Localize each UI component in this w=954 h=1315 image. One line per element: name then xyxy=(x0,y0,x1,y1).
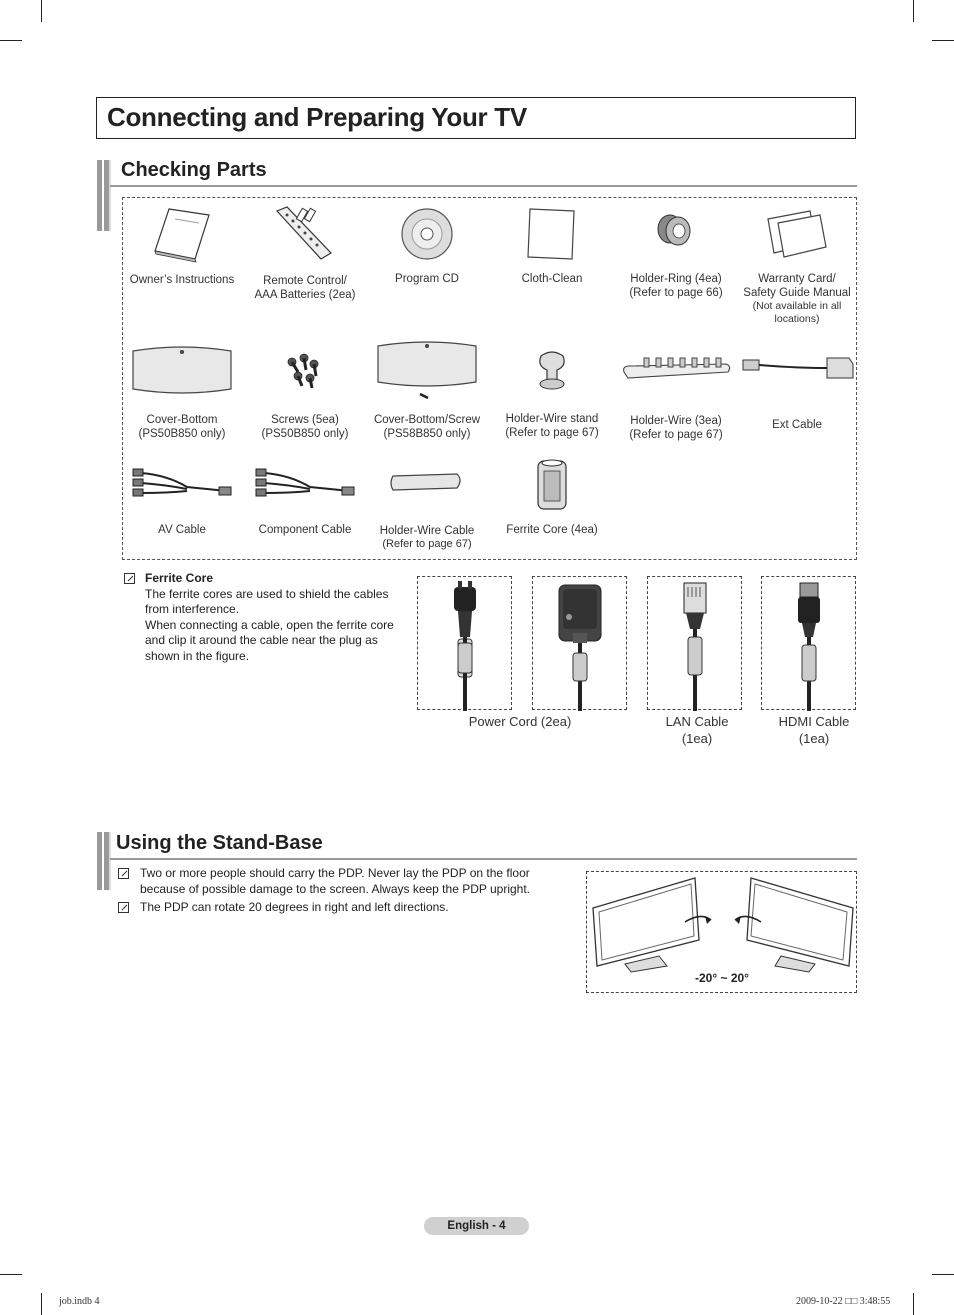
cd-icon xyxy=(397,205,457,263)
part-sub-label: AAA Batteries (2ea) xyxy=(254,289,356,301)
part-sub-label: (Refer to page 67) xyxy=(382,538,472,550)
section-bar xyxy=(97,832,111,890)
ferrite-note-line: When connecting a cable, open the ferrite core xyxy=(145,617,394,632)
holder-ring-icon xyxy=(646,205,706,263)
ferrite-note-line: and clip it around the cable near the plug as xyxy=(145,633,378,647)
part-sub-label: (PS58B850 only) xyxy=(383,428,471,440)
hdmi-plug-icon xyxy=(762,577,857,711)
part-holder-wire-cable xyxy=(365,468,489,551)
stand-rotation-figure xyxy=(586,871,857,993)
holder-wire-icon xyxy=(618,354,734,384)
cover-bottom-icon xyxy=(127,345,237,397)
note-icon xyxy=(118,868,129,879)
ext-cable-icon xyxy=(737,352,857,386)
part-label: Screws (5ea) xyxy=(271,414,339,426)
caption-line: (1ea) xyxy=(681,731,713,746)
part-label: AV Cable xyxy=(158,524,206,536)
screws-icon xyxy=(280,350,330,390)
part-holder-ring xyxy=(614,205,738,300)
crop-mark xyxy=(0,40,22,41)
crop-mark xyxy=(913,0,914,22)
page-number-badge: English - 4 xyxy=(424,1217,529,1235)
caption-line: LAN Cable xyxy=(665,714,729,729)
section-bar xyxy=(97,160,111,231)
ferrite-note xyxy=(145,571,405,664)
part-av-cable xyxy=(120,463,244,537)
part-label: Remote Control/ xyxy=(263,275,347,287)
crop-mark xyxy=(932,40,954,41)
part-program-cd xyxy=(365,205,489,286)
ferrite-note-line: The ferrite cores are used to shield the cables xyxy=(145,586,389,601)
part-label: Owner’s Instructions xyxy=(129,274,235,286)
part-owners-instructions xyxy=(120,205,244,287)
part-label: Holder-Wire (3ea) xyxy=(630,415,722,427)
crop-mark xyxy=(932,1274,954,1275)
part-cloth-clean xyxy=(490,205,614,286)
part-ferrite-core xyxy=(490,457,614,537)
part-label: Cover-Bottom xyxy=(146,414,218,426)
part-label: Holder-Ring (4ea) xyxy=(630,273,722,285)
ferrite-core-icon xyxy=(532,457,572,513)
part-label: Holder-Wire Cable xyxy=(379,525,475,537)
part-cover-bottom-screw xyxy=(365,340,489,441)
remote-icon xyxy=(265,203,345,263)
part-label: Component Cable xyxy=(258,524,352,536)
manual-icon xyxy=(147,205,217,263)
part-sub-label: (PS50B850 only) xyxy=(261,428,349,440)
rotation-label: -20° ~ 20° xyxy=(695,971,749,985)
print-file-name: job.indb 4 xyxy=(59,1296,100,1307)
holder-wire-stand-icon xyxy=(527,348,577,392)
part-sub-label: (Refer to page 67) xyxy=(629,429,723,441)
part-sub-label: (Not available in all xyxy=(752,300,842,312)
part-sub-label: Safety Guide Manual xyxy=(743,287,851,299)
ferrite-note-title: Ferrite Core xyxy=(145,571,214,585)
caption-hdmi-cable xyxy=(762,713,866,747)
ferrite-figure-lan xyxy=(647,576,742,710)
caption-line: HDMI Cable xyxy=(778,714,850,729)
section-title-stand-base: Using the Stand-Base xyxy=(116,832,323,854)
crop-mark xyxy=(41,1293,42,1315)
section-rule xyxy=(110,185,857,187)
stand-note-1 xyxy=(140,866,580,897)
cover-bottom-screw-icon xyxy=(372,340,482,400)
cloth-icon xyxy=(522,205,582,263)
ferrite-figure-power-cord-2 xyxy=(532,576,627,710)
stand-note-line: because of possible damage to the screen. Always keep the PDP upright. xyxy=(140,881,531,896)
part-sub-label: (PS50B850 only) xyxy=(138,428,226,440)
part-screws xyxy=(243,350,367,441)
section-rule xyxy=(110,858,857,860)
av-cable-icon xyxy=(127,463,237,503)
component-cable-icon xyxy=(250,463,360,503)
power-adapter-icon xyxy=(533,577,628,711)
section-title-checking-parts: Checking Parts xyxy=(121,159,267,181)
part-sub-label: (Refer to page 67) xyxy=(505,427,599,439)
part-sub-label: locations) xyxy=(774,313,820,325)
caption-lan-cable xyxy=(647,713,747,747)
ferrite-note-line: from interference. xyxy=(145,602,240,616)
ferrite-figure-hdmi xyxy=(761,576,856,710)
page-title-box xyxy=(96,97,856,139)
crop-mark xyxy=(41,0,42,22)
part-component-cable xyxy=(243,463,367,537)
part-label: Ferrite Core (4ea) xyxy=(506,524,598,536)
stand-note-2: The PDP can rotate 20 degrees in right and left directions. xyxy=(140,900,449,914)
ferrite-figure-power-cord-1 xyxy=(417,576,512,710)
part-holder-wire-stand xyxy=(490,348,614,440)
lan-plug-icon xyxy=(648,577,743,711)
note-icon xyxy=(124,573,135,584)
caption-line: (1ea) xyxy=(798,731,830,746)
part-label: Cloth-Clean xyxy=(521,273,583,285)
caption-power-cord: Power Cord (2ea) xyxy=(468,714,572,729)
ferrite-note-line: shown in the figure. xyxy=(145,648,250,663)
part-cover-bottom xyxy=(120,345,244,441)
part-label: Program CD xyxy=(395,273,459,285)
part-label: Warranty Card/ xyxy=(758,273,836,285)
part-ext-cable xyxy=(735,352,859,432)
part-label: Ext Cable xyxy=(772,419,822,431)
part-sub-label: (Refer to page 66) xyxy=(629,287,723,299)
crop-mark xyxy=(0,1274,22,1275)
print-timestamp: 2009-10-22 □□ 3:48:55 xyxy=(796,1296,891,1307)
page-title: Connecting and Preparing Your TV xyxy=(107,102,527,132)
holder-wire-cable-icon xyxy=(387,468,467,498)
power-plug-icon xyxy=(418,577,513,711)
part-holder-wire xyxy=(614,354,738,442)
stand-note-line: Two or more people should carry the PDP. Never lay the PDP on the floor xyxy=(140,866,530,880)
part-label: Holder-Wire stand xyxy=(505,413,599,425)
warranty-card-icon xyxy=(762,205,832,263)
note-icon xyxy=(118,902,129,913)
part-remote-control xyxy=(243,203,367,302)
crop-mark xyxy=(913,1293,914,1315)
part-warranty-card xyxy=(735,205,859,326)
part-label: Cover-Bottom/Screw xyxy=(373,414,481,426)
